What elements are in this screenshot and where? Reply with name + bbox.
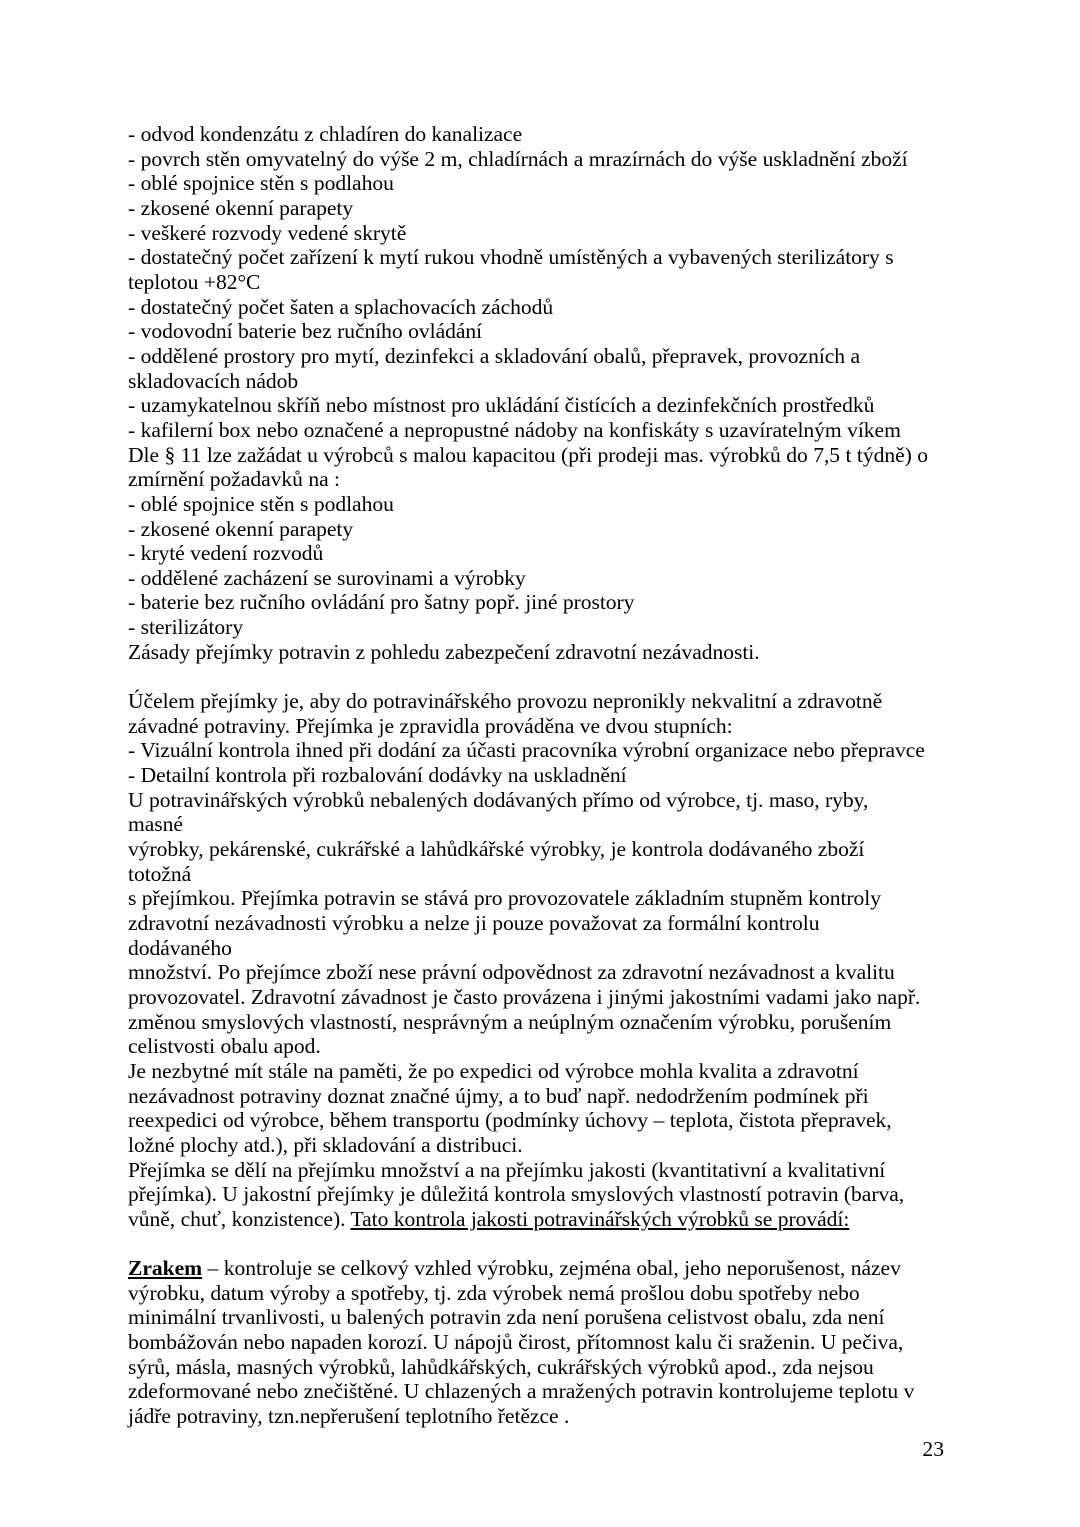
requirements-line: - uzamykatelnou skříň nebo místnost pro ukládání čistících a dezinfekčních prostředků: [128, 393, 875, 418]
requirements-line: - kafilerní box nebo označené a nepropustné nádoby na konfiskáty s uzavíratelným víkem: [128, 417, 901, 442]
acceptance-line: nezávadnost potraviny doznat značné újmy, a to buď např. nedodržením podmínek při: [128, 1083, 869, 1108]
zrakem-line: jádře potraviny, tzn.nepřerušení teplotního řetězce .: [128, 1404, 570, 1429]
requirements-line: - zkosené okenní parapety: [128, 195, 354, 220]
acceptance-line: U potravinářských výrobků nebalených dodávaných přímo od výrobce, tj. maso, ryby, masné: [128, 787, 874, 837]
requirements-line: - baterie bez ručního ovládání pro šatny popř. jiné prostory: [128, 590, 635, 615]
acceptance-line-underlined: [128, 1207, 928, 1232]
acceptance-line: Je nezbytné mít stále na paměti, že po expedici od výrobce mohla kvalita a zdravotní: [128, 1058, 859, 1083]
requirements-line: - odvod kondenzátu z chladíren do kanalizace: [128, 122, 523, 146]
acceptance-line: provozovatel. Zdravotní závadnost je často provázena i jinými jakostními vadami jako např.: [128, 984, 921, 1009]
requirements-line: - povrch stěn omyvatelný do výše 2 m, chladírnách a mrazírnách do výše uskladnění zboží: [128, 146, 908, 171]
acceptance-line: zdravotní nezávadnosti výrobku a nelze ji pouze považovat za formální kontrolu dodávaného: [128, 910, 825, 960]
acceptance-line: ložné plochy atd.), při skladování a distribuci.: [128, 1132, 523, 1157]
acceptance-line: Účelem přejímky je, aby do potravinářského provozu nepronikly nekvalitní a zdravotně: [128, 689, 883, 714]
requirements-line: - oblé spojnice stěn s podlahou: [128, 171, 394, 196]
zrakem-line: bombážován nebo napaden korozí. U nápojů čirost, přítomnost kalu či sraženin. U pečiva,: [128, 1330, 904, 1355]
acceptance-line: Přejímka se dělí na přejímku množství a na přejímku jakosti (kvantitativní a kvalitativní: [128, 1157, 886, 1182]
acceptance-line: výrobky, pekárenské, cukrářské a lahůdkářské výrobky, je kontrola dodávaného zboží totožná: [128, 837, 870, 886]
requirements-line: - oddělené zacházení se surovinami a výrobky: [128, 565, 526, 590]
acceptance-line: reexpedici od výrobce, během transportu (podmínky úchovy – teplota, čistota přepravek,: [128, 1108, 892, 1133]
requirements-line: - dostatečný počet zařízení k mytí rukou vhodně umístěných a vybavených sterilizátory s: [128, 245, 894, 270]
requirements-line: - kryté vedení rozvodů: [128, 541, 324, 566]
zrakem-first-line-rest: – kontroluje se celkový vzhled výrobku, zejména obal, jeho neporušenost, název: [202, 1256, 901, 1281]
paragraph-spacer: [128, 664, 928, 689]
requirements-line: - oddělené prostory pro mytí, dezinfekci a skladování obalů, přepravek, provozních a: [128, 343, 861, 368]
page-number: 23: [922, 1437, 944, 1461]
acceptance-line: přejímka). U jakostní přejímky je důležitá kontrola smyslových vlastností potravin (barva,: [128, 1182, 905, 1207]
zrakem-paragraph: [128, 1256, 928, 1429]
requirements-line: - veškeré rozvody vedené skrytě: [128, 220, 407, 245]
acceptance-line: s přejímkou. Přejímka potravin se stává pro provozovatele základním stupněm kontroly: [128, 886, 882, 911]
requirements-line: zmírnění požadavků na :: [128, 467, 341, 492]
paragraph-spacer-2: [128, 1232, 928, 1257]
acceptance-last-line-plain: vůně, chuť, konzistence).: [128, 1206, 351, 1231]
zrakem-line: sýrů, másla, masných výrobků, lahůdkářských, cukrářských výrobků apod., zda nejsou: [128, 1354, 874, 1379]
zrakem-first-line: [128, 1256, 928, 1281]
acceptance-last-line-underlined-text: Tato kontrola jakosti potravinářských výrobků se provádí:: [350, 1206, 850, 1231]
requirements-line: skladovacích nádob: [128, 368, 299, 393]
requirements-line: Dle § 11 lze zažádat u výrobců s malou kapacitou (při prodeji mas. výrobků do 7,5 t týdně) o: [128, 442, 928, 467]
acceptance-line: - Detailní kontrola při rozbalování dodávky na uskladnění: [128, 763, 627, 788]
zrakem-line: minimální trvanlivosti, u balených potravin zda není porušena celistvost obalu, zda není: [128, 1305, 885, 1330]
acceptance-line: - Vizuální kontrola ihned při dodání za účasti pracovníka výrobní organizace nebo přepravce: [128, 738, 925, 763]
zrakem-line: zdeformované nebo znečištěné. U chlazených a mražených potravin kontrolujeme teplotu v: [128, 1379, 915, 1404]
zrakem-line: výrobku, datum výroby a spotřeby, tj. zda výrobek nemá prošlou dobu spotřeby nebo: [128, 1280, 860, 1305]
requirements-line: - vodovodní baterie bez ručního ovládání: [128, 319, 483, 344]
acceptance-line: množství. Po přejímce zboží nese právní odpovědnost za zdravotní nezávadnost a kvalitu: [128, 960, 895, 985]
acceptance-line: závadné potraviny. Přejímka je zpravidla prováděna ve dvou stupních:: [128, 713, 733, 738]
requirements-line: teplotou +82°C: [128, 269, 261, 294]
acceptance-line: změnou smyslových vlastností, nesprávným a neúplným označením výrobku, porušením: [128, 1009, 892, 1034]
requirements-line: - sterilizátory: [128, 615, 244, 640]
acceptance-line: celistvosti obalu apod.: [128, 1034, 321, 1059]
requirements-line: Zásady přejímky potravin z pohledu zabezpečení zdravotní nezávadnosti.: [128, 639, 760, 664]
requirements-line: - zkosené okenní parapety: [128, 516, 354, 541]
requirements-list-paragraph: [128, 122, 928, 664]
requirements-line: - oblé spojnice stěn s podlahou: [128, 491, 394, 516]
zrakem-lead-word: Zrakem: [128, 1256, 203, 1281]
acceptance-paragraph: [128, 689, 928, 1231]
requirements-line: - dostatečný počet šaten a splachovacích záchodů: [128, 294, 554, 319]
text-column: [128, 122, 928, 1429]
